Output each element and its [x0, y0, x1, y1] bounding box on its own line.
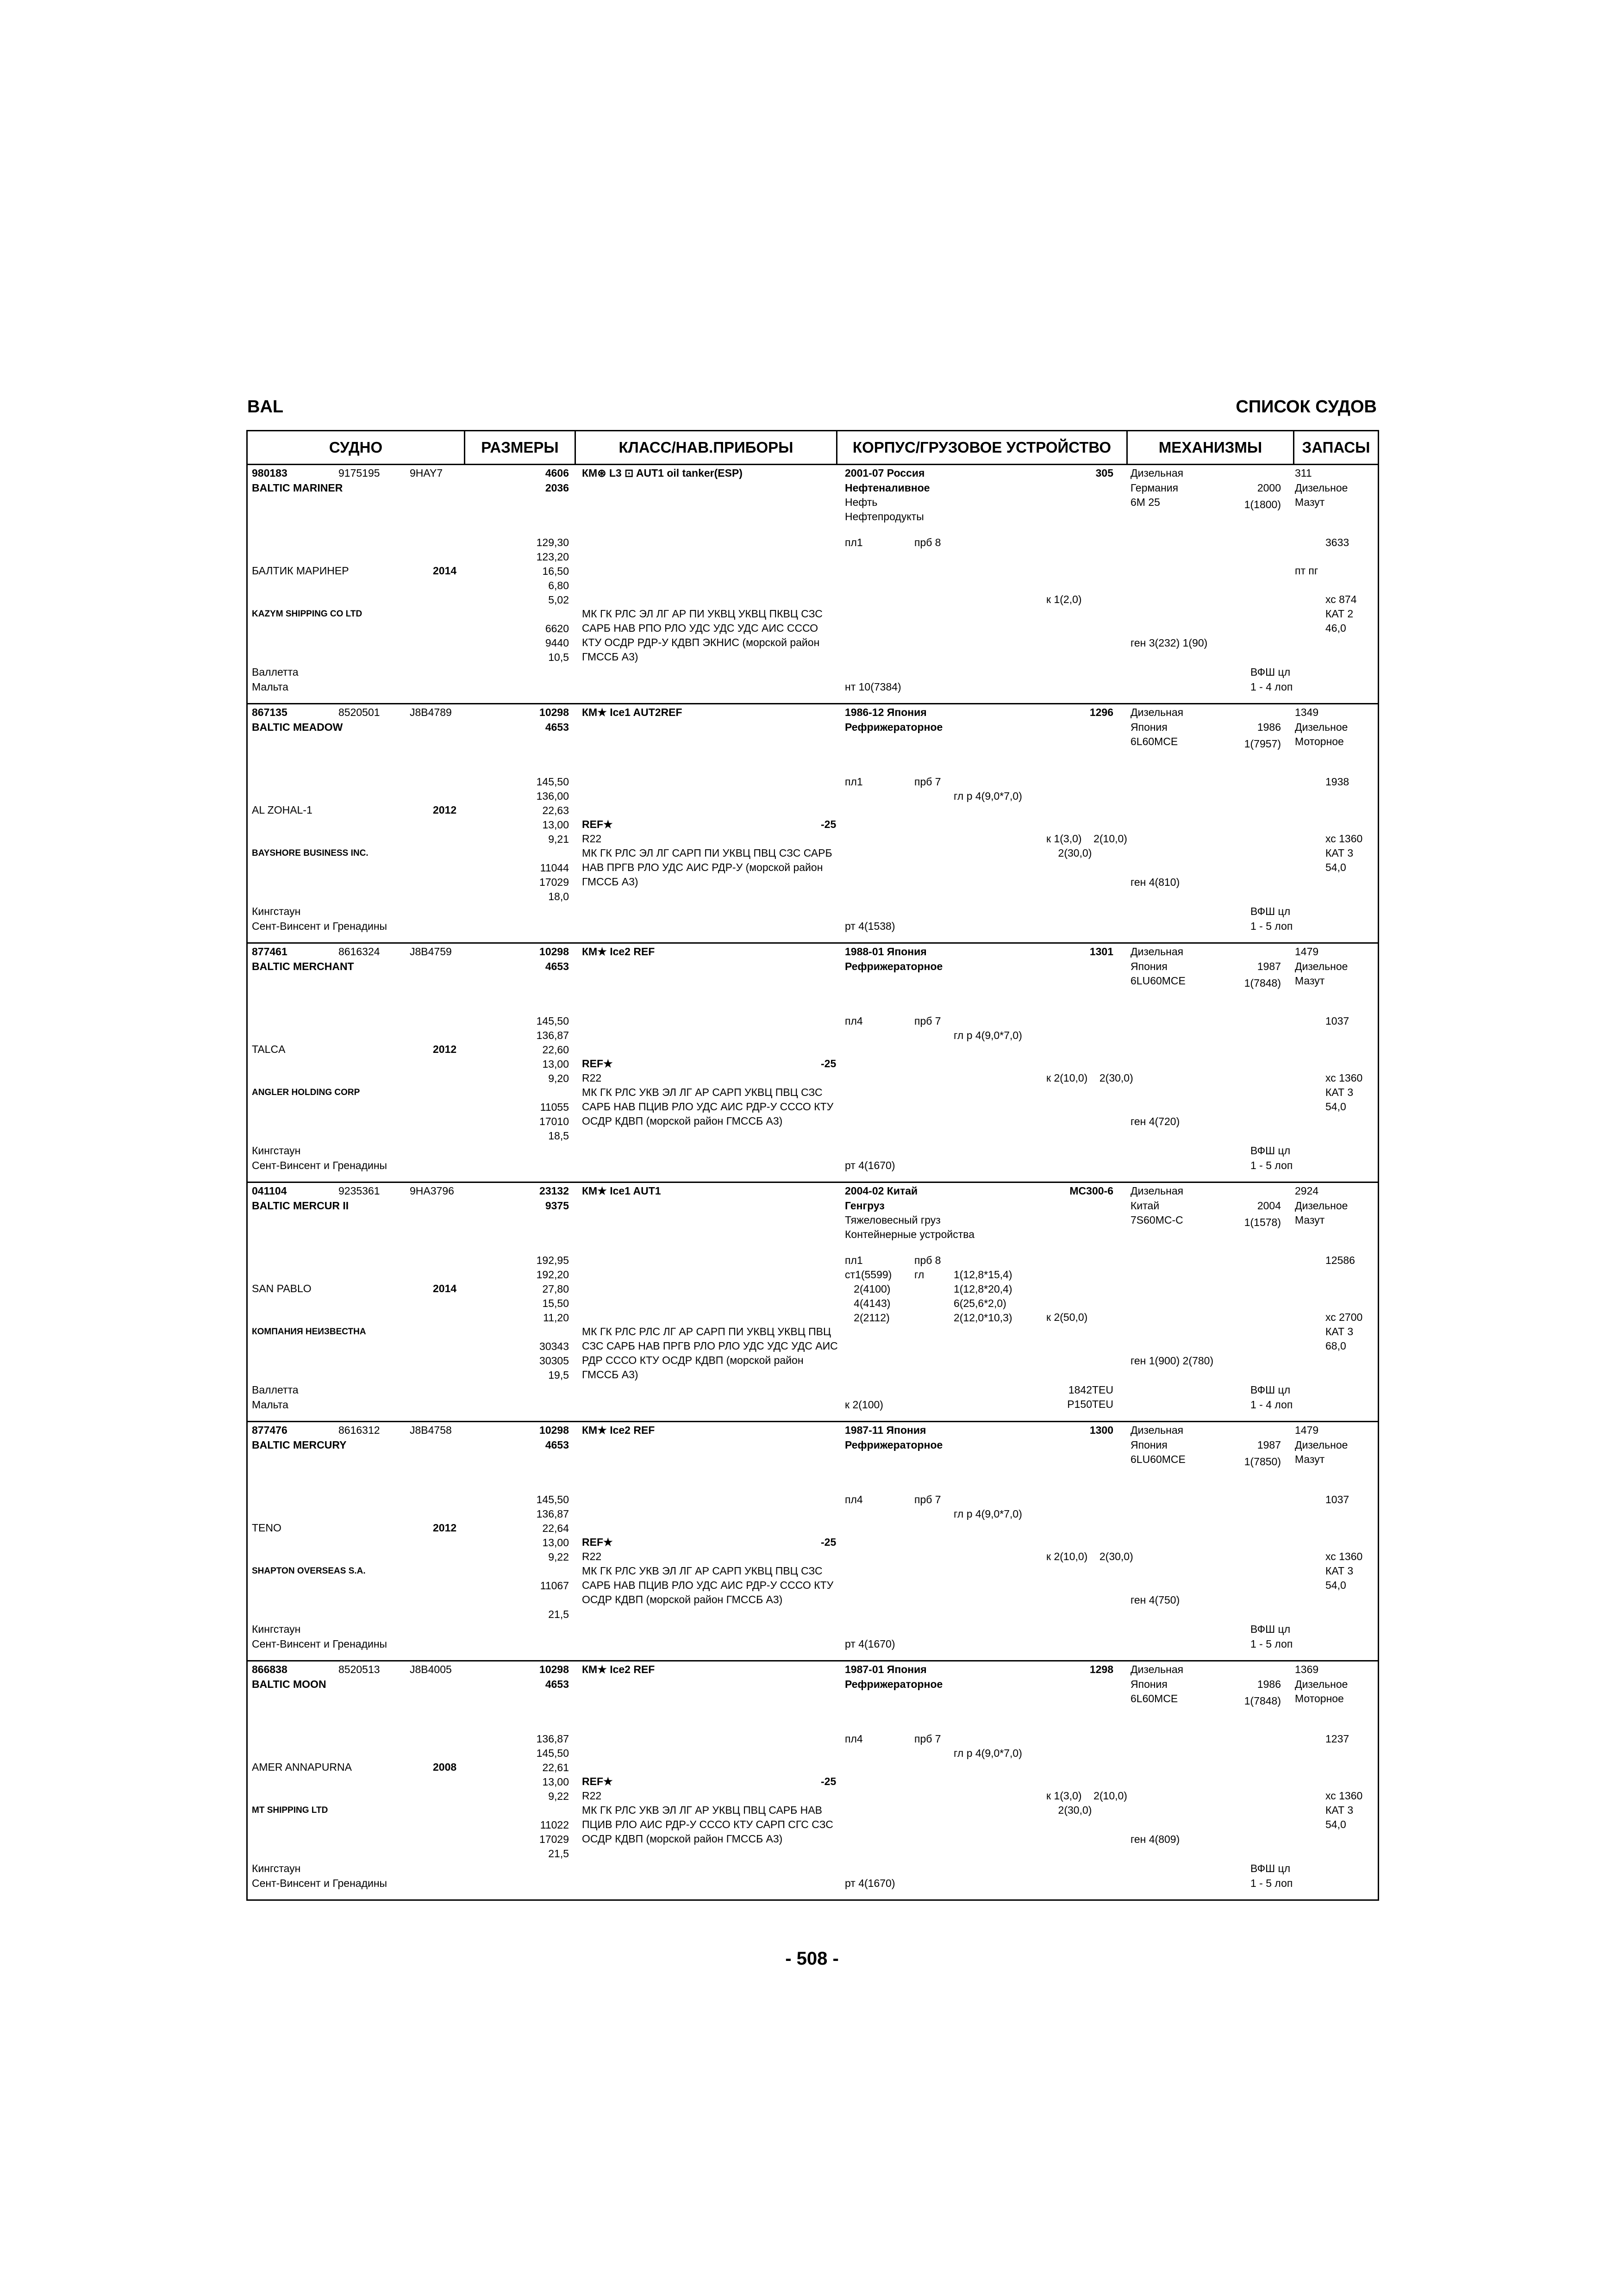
class-notation: КМ★ Ice2 REF: [582, 1424, 655, 1436]
engine-type: Дизельная: [1131, 1663, 1184, 1675]
home-port: Кингстаун: [252, 1145, 301, 1157]
call-sign: 9HAY7: [410, 467, 443, 479]
reg-number: 867135: [252, 706, 287, 718]
fuel-total: 1349: [1295, 706, 1319, 718]
flag-state: Сент-Винсент и Гренадины: [252, 1159, 387, 1171]
engine-year: 2004: [1257, 1200, 1281, 1212]
build-date-country: 1986-12 Япония: [845, 706, 927, 718]
propeller-blades: 1 - 5 лоп: [1250, 1638, 1293, 1650]
navigation-instruments: МК ГК РЛС РЛС ЛГ АР САРП ПИ УКВЦ УКВЦ ПВЦ СЗС САРБ НАВ ПРГВ РЛО РЛО УДС УДС УДС АИС РДР СССО КТУ ОСДР КДВП (морской район ГМССБ А3): [582, 1325, 838, 1381]
engine-model: 6М 25: [1131, 496, 1160, 508]
decks: пл1: [845, 536, 863, 548]
vessel-record: [247, 943, 1379, 1182]
deadweight: 23132: [539, 1185, 569, 1197]
generators: ген 4(809): [1131, 1833, 1180, 1845]
cranes: к 2(50,0): [1046, 1311, 1088, 1323]
engine-country: Китай: [1131, 1200, 1160, 1212]
propeller-blades: 1 - 5 лоп: [1250, 1877, 1293, 1889]
engine-power: 1(7957): [1244, 738, 1281, 750]
owner-name: КОМПАНИЯ НЕИЗВЕСТНА: [252, 1327, 366, 1337]
holds: прб 7: [914, 1733, 941, 1745]
fuel-type-secondary: Мазут: [1295, 1214, 1325, 1226]
fuel-total: 1369: [1295, 1663, 1319, 1675]
tanks: к 2(100): [845, 1399, 883, 1411]
capacity-speed: 6620 9440 10,5: [545, 622, 569, 663]
engine-type: Дизельная: [1131, 706, 1184, 718]
engine-model: 6LU60MCE: [1131, 1453, 1186, 1465]
former-name: AL ZOHAL-1: [252, 804, 312, 816]
navigation-instruments: МК ГК РЛС УКВ ЭЛ ЛГ АР САРП УКВЦ ПВЦ СЗС САРБ НАВ ПЦИВ РЛО УДС АИС РДР-У СССО КТУ ОСДР КДВП (морской район ГМССБ А3): [582, 1086, 834, 1127]
fuel-total: 1479: [1295, 946, 1319, 958]
reg-number: 866838: [252, 1663, 287, 1675]
fuel-type: Дизельное: [1295, 1439, 1348, 1451]
engine-type: Дизельная: [1131, 1185, 1184, 1197]
former-name-year: 2008: [433, 1761, 457, 1773]
class-notation: КМ★ Ice2 REF: [582, 1663, 655, 1675]
engine-year: 1987: [1257, 1439, 1281, 1451]
refrigeration-class: REF★: [582, 1536, 613, 1548]
deadweight: 10298: [539, 946, 569, 958]
flag-state: Сент-Винсент и Гренадины: [252, 920, 387, 932]
engine-country: Япония: [1131, 1439, 1168, 1451]
imo-number: 9235361: [338, 1185, 380, 1197]
hatch-covers: гл р 4(9,0*7,0): [954, 1747, 1022, 1759]
former-name: БАЛТИК МАРИНЕР: [252, 565, 349, 577]
engine-country: Германия: [1131, 482, 1179, 494]
engine-year: 2000: [1257, 482, 1281, 494]
tanks: рт 4(1538): [845, 920, 895, 932]
vessel-record-cell: [247, 1422, 1379, 1661]
vessel-type: Рефрижераторное: [845, 1678, 943, 1690]
builder-hull-number: 1296: [1089, 706, 1113, 718]
main-dimensions: 145,50 136,87 22,64 13,00 9,22: [536, 1493, 569, 1563]
fuel-type-secondary: Моторное: [1295, 735, 1344, 747]
imo-number: 8616312: [338, 1424, 380, 1436]
home-port: Кингстаун: [252, 905, 301, 917]
decks: пл4: [845, 1015, 863, 1027]
fuel-range: 1237: [1325, 1733, 1349, 1745]
owner-name: ANGLER HOLDING CORP: [252, 1088, 360, 1097]
owner-name: KAZYM SHIPPING CO LTD: [252, 609, 362, 619]
generators: ген 4(810): [1131, 876, 1180, 888]
generators: ген 1(900) 2(780): [1131, 1355, 1214, 1367]
hatch-covers: гл р 4(9,0*7,0): [954, 1508, 1022, 1520]
flag-state: Сент-Винсент и Гренадины: [252, 1877, 387, 1889]
reg-number: 877461: [252, 946, 287, 958]
deadweight: 10298: [539, 1424, 569, 1436]
former-name: TENO: [252, 1522, 281, 1534]
owner-name: MT SHIPPING LTD: [252, 1805, 328, 1815]
capacity-speed: 11022 17029 21,5: [539, 1819, 569, 1860]
engine-country: Япония: [1131, 721, 1168, 733]
builder-hull-number: 1298: [1089, 1663, 1113, 1675]
class-notation: КМ⊛ L3 ⊡ AUT1 oil tanker(ESP): [582, 467, 743, 479]
former-name-year: 2014: [433, 565, 457, 577]
col-header-machinery: МЕХАНИЗМЫ: [1127, 431, 1294, 465]
gross-tonnage: 4653: [545, 1678, 569, 1690]
navigation-instruments: МК ГК РЛС УКВ ЭЛ ЛГ АР САРП УКВЦ ПВЦ СЗС САРБ НАВ ПЦИВ РЛО УДС АИС РДР-У СССО КТУ ОСДР КДВП (морской район ГМССБ А3): [582, 1565, 834, 1605]
gross-tonnage: 9375: [545, 1200, 569, 1212]
engine-year: 1986: [1257, 721, 1281, 733]
flag-state: Мальта: [252, 681, 288, 693]
refrigeration-temperature: -25: [821, 1058, 837, 1070]
home-port: Валлетта: [252, 666, 299, 678]
capacity-speed: 30343 30305 19,5: [539, 1340, 569, 1381]
fuel-total: 1479: [1295, 1424, 1319, 1436]
engine-year: 1986: [1257, 1678, 1281, 1690]
navigation-instruments: МК ГК РЛС ЭЛ ЛГ САРП ПИ УКВЦ ПВЦ СЗС САРБ НАВ ПРГВ РЛО УДС АИС РДР-У (морской район ГМССБ А3): [582, 847, 832, 888]
fuel-type-secondary: Моторное: [1295, 1692, 1344, 1705]
decks: пл1: [845, 776, 863, 788]
fuel-type-secondary: Мазут: [1295, 975, 1325, 987]
gross-tonnage: 2036: [545, 482, 569, 494]
vessel-type: Нефтеналивное: [845, 482, 930, 494]
propeller: ВФШ цл: [1250, 1623, 1291, 1635]
cargo-types: Тяжеловесный груз Контейнерные устройства: [845, 1214, 974, 1240]
engine-type: Дизельная: [1131, 946, 1184, 958]
home-port: Валлетта: [252, 1384, 299, 1396]
vessel-name: BALTIC MOON: [252, 1678, 326, 1690]
holds: прб 7: [914, 776, 941, 788]
decks: пл1 ст1(5599) 2(4100) 4(4143) 2(2112): [845, 1254, 892, 1324]
build-date-country: 2001-07 Россия: [845, 467, 925, 479]
propeller: ВФШ цл: [1250, 905, 1291, 917]
engine-power: 1(7850): [1244, 1456, 1281, 1468]
engine-model: 6LU60MCE: [1131, 975, 1186, 987]
class-notation: КМ★ Ice1 AUT2REF: [582, 706, 682, 718]
engine-model: 6L60MCE: [1131, 735, 1178, 747]
vessel-type: Генгруз: [845, 1200, 885, 1212]
navigation-instruments: МК ГК РЛС ЭЛ ЛГ АР ПИ УКВЦ УКВЦ ПКВЦ СЗС САРБ НАВ РПО РЛО УДС УДС УДС АИС СССО КТУ ОСДР РДР-У КДВП ЭКНИС (морской район ГМССБ А3): [582, 608, 823, 663]
deadweight: 4606: [545, 467, 569, 479]
cranes: к 2(10,0) 2(30,0): [1046, 1550, 1133, 1562]
col-header-supplies: ЗАПАСЫ: [1294, 431, 1379, 465]
hatch-covers: гл р 4(9,0*7,0): [954, 1029, 1022, 1041]
imo-number: 8616324: [338, 946, 380, 958]
hatch-covers: 1(12,8*15,4) 1(12,8*20,4) 6(25,6*2,0) 2(12,0*10,3): [954, 1269, 1012, 1324]
engine-type: Дизельная: [1131, 1424, 1184, 1436]
generators: ген 3(232) 1(90): [1131, 637, 1208, 649]
page-number: - 508 -: [785, 1948, 839, 1969]
capacity-speed: 11044 17029 18,0: [539, 862, 569, 902]
former-name: AMER ANNAPURNA: [252, 1761, 352, 1773]
column-header-row: [247, 431, 1379, 465]
propeller-blades: 1 - 5 лоп: [1250, 920, 1293, 932]
imo-number: 8520513: [338, 1663, 380, 1675]
propeller: ВФШ цл: [1250, 1862, 1291, 1874]
imo-number: 9175195: [338, 467, 380, 479]
holds: прб 7: [914, 1493, 941, 1506]
main-dimensions: 145,50 136,87 22,60 13,00 9,20: [536, 1015, 569, 1084]
ice-category: хс 2700 КАТ 3 68,0: [1325, 1311, 1363, 1352]
call-sign: J8B4759: [410, 946, 452, 958]
main-dimensions: 129,30 123,20 16,50 6,80 5,02: [536, 536, 569, 606]
home-port: Кингстаун: [252, 1623, 301, 1635]
fuel-type: Дизельное: [1295, 960, 1348, 972]
engine-power: 1(7848): [1244, 1695, 1281, 1707]
cranes: к 1(3,0) 2(10,0) 2(30,0): [1046, 1790, 1127, 1816]
refrigerant: R22: [582, 833, 602, 845]
flag-state: Мальта: [252, 1399, 288, 1411]
former-name: SAN PABLO: [252, 1282, 312, 1294]
vessel-record: [247, 704, 1379, 943]
holds: прб 8 гл: [914, 1254, 941, 1281]
engine-type: Дизельная: [1131, 467, 1184, 479]
refrigerant: R22: [582, 1072, 602, 1084]
refrigerant: R22: [582, 1790, 602, 1802]
call-sign: J8B4758: [410, 1424, 452, 1436]
vessel-record-cell: [247, 1182, 1379, 1422]
vessel-name: BALTIC MEADOW: [252, 721, 343, 733]
vessel-record: [247, 1422, 1379, 1661]
vessel-name: BALTIC MERCUR II: [252, 1200, 349, 1212]
fuel-total: 2924: [1295, 1185, 1319, 1197]
vessel-type: Рефрижераторное: [845, 721, 943, 733]
builder-hull-number: 1300: [1089, 1424, 1113, 1436]
vessel-register-table: [246, 430, 1379, 1901]
vessel-record-cell: [247, 465, 1379, 704]
refrigerant: R22: [582, 1550, 602, 1562]
fuel-type: Дизельное: [1295, 721, 1348, 733]
generators: ген 4(750): [1131, 1594, 1180, 1606]
main-dimensions: 136,87 145,50 22,61 13,00 9,22: [536, 1733, 569, 1802]
build-date-country: 2004-02 Китай: [845, 1185, 918, 1197]
deadweight: 10298: [539, 706, 569, 718]
vessel-name: BALTIC MERCURY: [252, 1439, 347, 1451]
builder-hull-number: MC300-6: [1069, 1185, 1113, 1197]
vessel-record: [247, 1182, 1379, 1422]
fuel-type: Дизельное: [1295, 1678, 1348, 1690]
fuel-type-secondary: Мазут: [1295, 1453, 1325, 1465]
propeller-blades: 1 - 4 лоп: [1250, 681, 1293, 693]
propeller-blades: 1 - 4 лоп: [1250, 1399, 1293, 1411]
engine-power: 1(1800): [1244, 498, 1281, 510]
cargo-types: Нефть Нефтепродукты: [845, 496, 924, 523]
refrigeration-temperature: -25: [821, 1775, 837, 1787]
page-header-code: BAL: [247, 397, 284, 417]
ice-category: хс 874 КАТ 2 46,0: [1325, 593, 1357, 634]
fuel-range: 3633: [1325, 536, 1349, 548]
fuel-type: Дизельное: [1295, 482, 1348, 494]
home-port: Кингстаун: [252, 1862, 301, 1874]
propeller-blades: 1 - 5 лоп: [1250, 1159, 1293, 1171]
main-dimensions: 145,50 136,00 22,63 13,00 9,21: [536, 776, 569, 845]
capacity-speed: 11067 21,5: [540, 1580, 569, 1620]
cranes: к 2(10,0) 2(30,0): [1046, 1072, 1133, 1084]
fuel-range: 12586: [1325, 1254, 1355, 1266]
engine-country: Япония: [1131, 960, 1168, 972]
cranes: к 1(2,0): [1046, 593, 1082, 605]
vessel-record-cell: [247, 704, 1379, 943]
engine-year: 1987: [1257, 960, 1281, 972]
hatch-covers: гл р 4(9,0*7,0): [954, 790, 1022, 802]
engine-model: 7S60MC-C: [1131, 1214, 1183, 1226]
fuel-range: 1037: [1325, 1015, 1349, 1027]
engine-country: Япония: [1131, 1678, 1168, 1690]
tanks: рт 4(1670): [845, 1638, 895, 1650]
build-date-country: 1987-11 Япония: [845, 1424, 926, 1436]
reg-number: 877476: [252, 1424, 287, 1436]
imo-number: 8520501: [338, 706, 380, 718]
vessel-record: [247, 465, 1379, 704]
engine-power: 1(1578): [1244, 1216, 1281, 1228]
engine-model: 6L60MCE: [1131, 1692, 1178, 1705]
fuel-total: 311: [1295, 467, 1312, 479]
owner-name: SHAPTON OVERSEAS S.A.: [252, 1566, 366, 1576]
former-name-year: 2012: [433, 1043, 457, 1055]
refrigeration-class: REF★: [582, 1058, 613, 1070]
vessel-name: BALTIC MERCHANT: [252, 960, 354, 972]
deadweight: 10298: [539, 1663, 569, 1675]
vessel-type: Рефрижераторное: [845, 1439, 943, 1451]
build-date-country: 1988-01 Япония: [845, 946, 927, 958]
flag-state: Сент-Винсент и Гренадины: [252, 1638, 387, 1650]
page-header-title: СПИСОК СУДОВ: [1236, 397, 1377, 417]
col-header-vessel: СУДНО: [247, 431, 465, 465]
former-name-year: 2012: [433, 804, 457, 816]
class-notation: КМ★ Ice1 AUT1: [582, 1185, 661, 1197]
propeller: ВФШ цл: [1250, 666, 1291, 678]
ice-category: хс 1360 КАТ 3 54,0: [1325, 1550, 1363, 1591]
capacity-speed: 11055 17010 18,5: [539, 1101, 569, 1142]
generators: ген 4(720): [1131, 1115, 1180, 1127]
class-notation: КМ★ Ice2 REF: [582, 946, 655, 958]
fuel-range: 1037: [1325, 1493, 1349, 1506]
holds: прб 7: [914, 1015, 941, 1027]
refrigeration-class: REF★: [582, 818, 613, 830]
call-sign: J8B4789: [410, 706, 452, 718]
tanks: нт 10(7384): [845, 681, 901, 693]
owner-name: BAYSHORE BUSINESS INC.: [252, 848, 369, 858]
vessel-name: BALTIC MARINER: [252, 482, 343, 494]
container-capacity: 1842TEU P150TEU: [1067, 1384, 1113, 1410]
gross-tonnage: 4653: [545, 1439, 569, 1451]
builder-hull-number: 305: [1095, 467, 1113, 479]
tanks: рт 4(1670): [845, 1877, 895, 1889]
fuel-note: пт пг: [1295, 565, 1318, 577]
former-name-year: 2014: [433, 1282, 457, 1294]
tanks: рт 4(1670): [845, 1159, 895, 1171]
call-sign: J8B4005: [410, 1663, 452, 1675]
refrigeration-temperature: -25: [821, 818, 837, 830]
builder-hull-number: 1301: [1089, 946, 1113, 958]
refrigeration-temperature: -25: [821, 1536, 837, 1548]
main-dimensions: 192,95 192,20 27,80 15,50 11,20: [536, 1254, 569, 1324]
cranes: к 1(3,0) 2(10,0) 2(30,0): [1046, 833, 1127, 859]
col-header-dimensions: РАЗМЕРЫ: [465, 431, 575, 465]
holds: прб 8: [914, 536, 941, 548]
vessel-record-cell: [247, 1661, 1379, 1900]
propeller: ВФШ цл: [1250, 1384, 1291, 1396]
build-date-country: 1987-01 Япония: [845, 1663, 927, 1675]
decks: пл4: [845, 1733, 863, 1745]
navigation-instruments: МК ГК РЛС УКВ ЭЛ ЛГ АР УКВЦ ПВЦ САРБ НАВ ПЦИВ РЛО АИС РДР-У СССО КТУ САРП СГС СЗС ОСДР КДВП (морской район ГМССБ А3): [582, 1804, 833, 1845]
decks: пл4: [845, 1493, 863, 1506]
former-name-year: 2012: [433, 1522, 457, 1534]
vessel-record-cell: [247, 943, 1379, 1182]
fuel-type-secondary: Мазут: [1295, 496, 1325, 508]
refrigeration-class: REF★: [582, 1775, 613, 1787]
gross-tonnage: 4653: [545, 721, 569, 733]
ice-category: хс 1360 КАТ 3 54,0: [1325, 833, 1363, 873]
ice-category: хс 1360 КАТ 3 54,0: [1325, 1072, 1363, 1113]
fuel-range: 1938: [1325, 776, 1349, 788]
fuel-type: Дизельное: [1295, 1200, 1348, 1212]
vessel-type: Рефрижераторное: [845, 960, 943, 972]
reg-number: 980183: [252, 467, 287, 479]
ice-category: хс 1360 КАТ 3 54,0: [1325, 1790, 1363, 1830]
col-header-class: КЛАСС/НАВ.ПРИБОРЫ: [575, 431, 837, 465]
reg-number: 041104: [252, 1185, 287, 1197]
engine-power: 1(7848): [1244, 977, 1281, 989]
former-name: TALCA: [252, 1043, 286, 1055]
propeller: ВФШ цл: [1250, 1145, 1291, 1157]
vessel-record: [247, 1661, 1379, 1900]
gross-tonnage: 4653: [545, 960, 569, 972]
call-sign: 9HA3796: [410, 1185, 454, 1197]
col-header-hull: КОРПУС/ГРУЗОВОЕ УСТРОЙСТВО: [837, 431, 1127, 465]
